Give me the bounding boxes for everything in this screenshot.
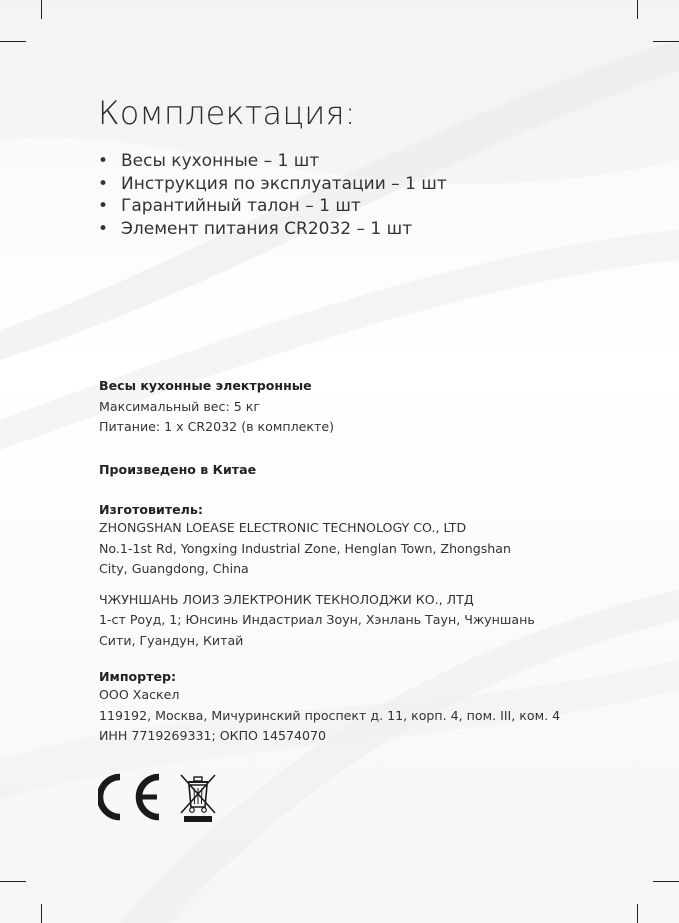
list-item-text: Гарантийный талон – 1 шт (121, 196, 361, 216)
manufacturer-address-ru: Сити, Гуандун, Китай (99, 632, 244, 648)
importer-ids: ИНН 7719269331; ОКПО 14574070 (99, 728, 327, 743)
crop-mark (0, 41, 26, 42)
certification-marks (98, 773, 238, 823)
crop-mark (637, 904, 638, 923)
importer-address: 119192, Москва, Мичуринский проспект д. 11, корп. 4, пом. III, ком. 4 (99, 707, 561, 723)
manufacturer-address-en: No.1-1st Rd, Yongxing Industrial Zone, Henglan Town, Zhongshan (99, 540, 511, 556)
product-max-weight: Максимальный вес: 5 кг (99, 398, 260, 414)
ce-mark-icon (100, 777, 159, 817)
bullet-icon: • (98, 196, 109, 216)
list-item-text: Весы кухонные – 1 шт (121, 151, 320, 171)
list-item (98, 218, 447, 241)
manufacturer-name-en: ZHONGSHAN LOEASE ELECTRONIC TECHNOLOGY CO., LTD (99, 520, 467, 535)
crop-mark (41, 904, 42, 923)
product-power: Питание: 1 x CR2032 (в комплекте) (99, 419, 334, 434)
crop-mark (41, 0, 42, 19)
crop-mark (637, 0, 638, 19)
importer-name: ООО Хаскел (99, 687, 180, 702)
kit-list (98, 150, 447, 240)
bullet-icon: • (98, 151, 109, 171)
list-item (98, 173, 447, 196)
crossed-bin-icon (181, 775, 215, 822)
product-name: Весы кухонные электронные (99, 378, 312, 393)
list-item (98, 150, 447, 173)
list-item-text: Элемент питания CR2032 – 1 шт (121, 218, 413, 239)
origin-country: Произведено в Китае (99, 461, 257, 477)
bullet-icon: • (98, 218, 109, 239)
product-info (99, 376, 559, 747)
kit-title: Комплектация: (98, 94, 356, 132)
crop-mark (0, 881, 26, 882)
crop-mark (653, 41, 679, 42)
list-item-text: Инструкция по эксплуатации – 1 шт (121, 173, 447, 194)
bullet-icon: • (98, 173, 109, 194)
manufacturer-name-ru: ЧЖУНШАНЬ ЛОИЗ ЭЛЕКТРОНИК ТЕКНОЛОДЖИ КО., ЛТД (99, 591, 474, 607)
crop-mark (653, 881, 679, 882)
manufacturer-address-ru: 1-ст Роуд, 1; Юнсинь Индастриал Зоун, Хэнлань Таун, Чжуншань (99, 612, 535, 627)
importer-heading: Импортер: (99, 669, 177, 684)
list-item (98, 195, 447, 218)
manufacturer-heading: Изготовитель: (99, 502, 203, 517)
manufacturer-address-en: City, Guangdong, China (99, 561, 249, 576)
